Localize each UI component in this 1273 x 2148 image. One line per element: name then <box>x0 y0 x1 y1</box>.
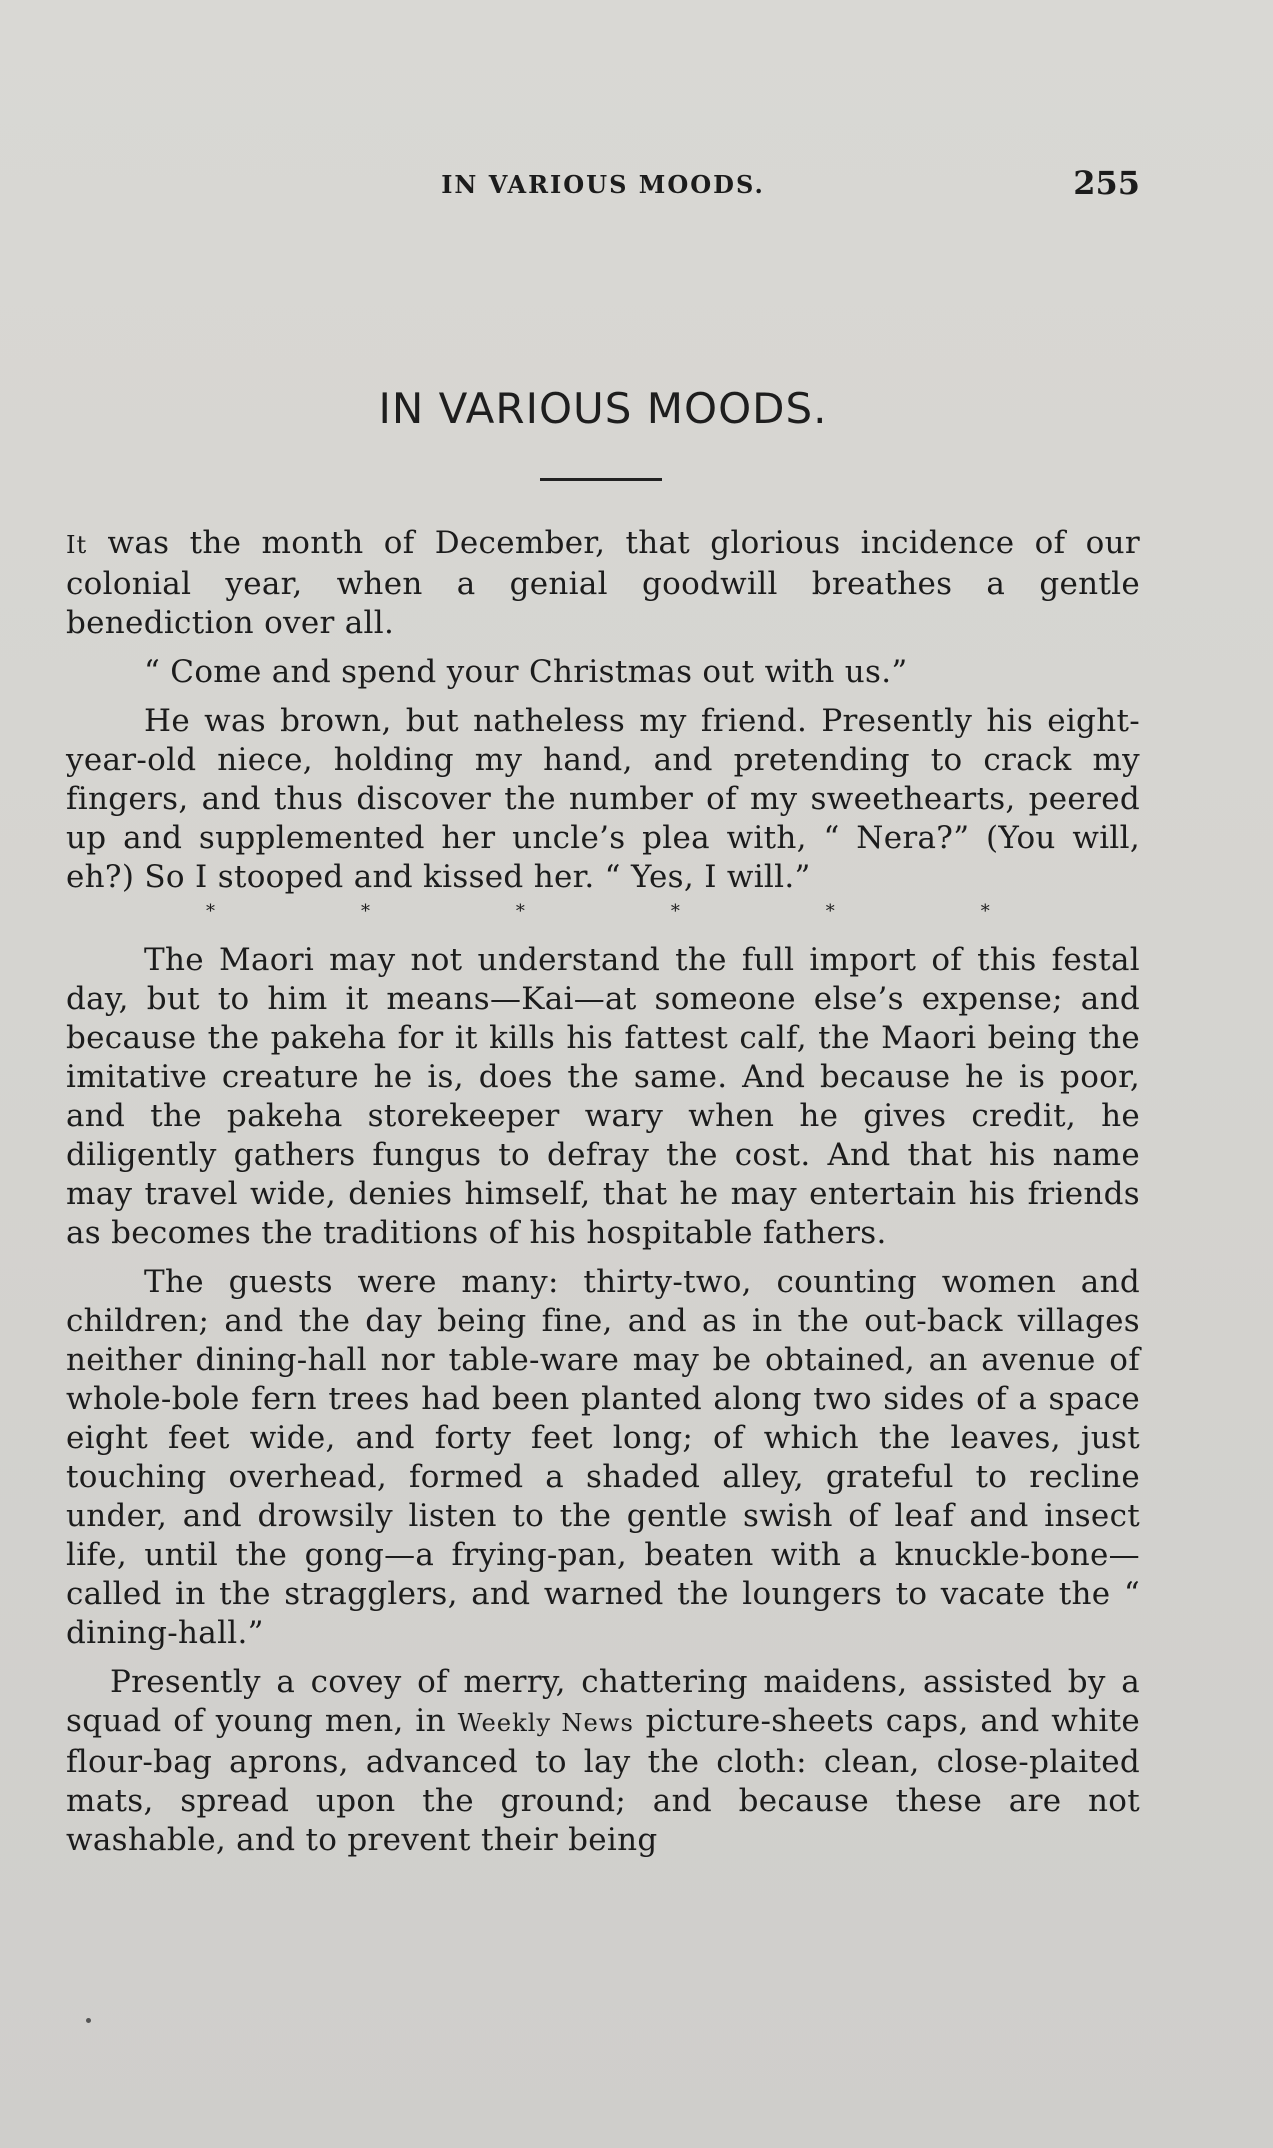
star: * <box>515 901 526 922</box>
star: * <box>360 901 371 922</box>
paper-speck <box>86 2018 91 2023</box>
star: * <box>206 901 216 922</box>
paragraph-6-text-a: Presently a covey of merry, chattering maidens, assisted by a squad of young men, in <box>66 1664 1140 1739</box>
star: * <box>825 901 836 922</box>
paragraph-4: The Maori may not understand the full import of this festal day, but to him it means—Kai—at someone else’s expense; and because the pakeha for it kills his fattest calf, the Maori being the imitative creature he is, does the same. And because he is poor, and the pakeha storekeeper wary when he gives credit, he diligently gathers fungus to defray the cost. And that his name may travel wide, denies himself, that he may entertain his friends as becomes the traditions of his hospitable fathers. <box>66 942 1140 1251</box>
paragraph-2: “ Come and spend your Christmas out with us.” <box>144 654 908 690</box>
paragraph-1-text: was the month of December, that glorious incidence of our colonial year, when a genial goodwill breathes a gentle benediction over all. <box>66 525 1140 641</box>
star: * <box>980 901 990 922</box>
body-text <box>66 524 1140 1870</box>
newspaper-name: Weekly News <box>457 1709 634 1737</box>
running-title: IN VARIOUS MOODS. <box>441 170 765 199</box>
paragraph-6 <box>66 1663 1140 1860</box>
title-rule <box>540 478 662 481</box>
paragraph-6-text-b: picture-sheets caps, and white flour-bag aprons, advanced to lay the cloth: clean, close-plaited mats, spread upon the ground; and because these are not washable, and to prevent their being <box>66 1703 1141 1858</box>
chapter-title: IN VARIOUS MOODS. <box>378 384 828 433</box>
paragraph-3: He was brown, but natheless my friend. Presently his eight-year-old niece, holding my hand, and pretending to crack my fingers, and thus discover the number of my sweethearts, peered up and supplemented her uncle’s plea with, “ Nera?” (You will, eh?) So I stooped and kissed her. “ Yes, I will.” <box>66 703 1140 895</box>
paragraph-5: The guests were many: thirty-two, counting women and children; and the day being fine, and as in the out-back villages neither dining-hall nor table-ware may be obtained, an avenue of whole-bole fern trees had been planted along two sides of a space eight feet wide, and forty feet long; of which the leaves, just touching overhead, formed a shaded alley, grateful to recline under, and drowsily listen to the gentle swish of leaf and insect life, until the gong—a frying-pan, beaten with a knuckle-bone—called in the stragglers, and warned the loungers to vacate the “ dining-hall.” <box>66 1264 1140 1651</box>
star: * <box>670 901 681 922</box>
page-number: 255 <box>1073 164 1140 202</box>
paragraph-1 <box>66 524 1140 643</box>
running-header <box>66 164 1140 204</box>
section-break-stars <box>66 897 1140 927</box>
opening-word: It <box>66 531 88 559</box>
